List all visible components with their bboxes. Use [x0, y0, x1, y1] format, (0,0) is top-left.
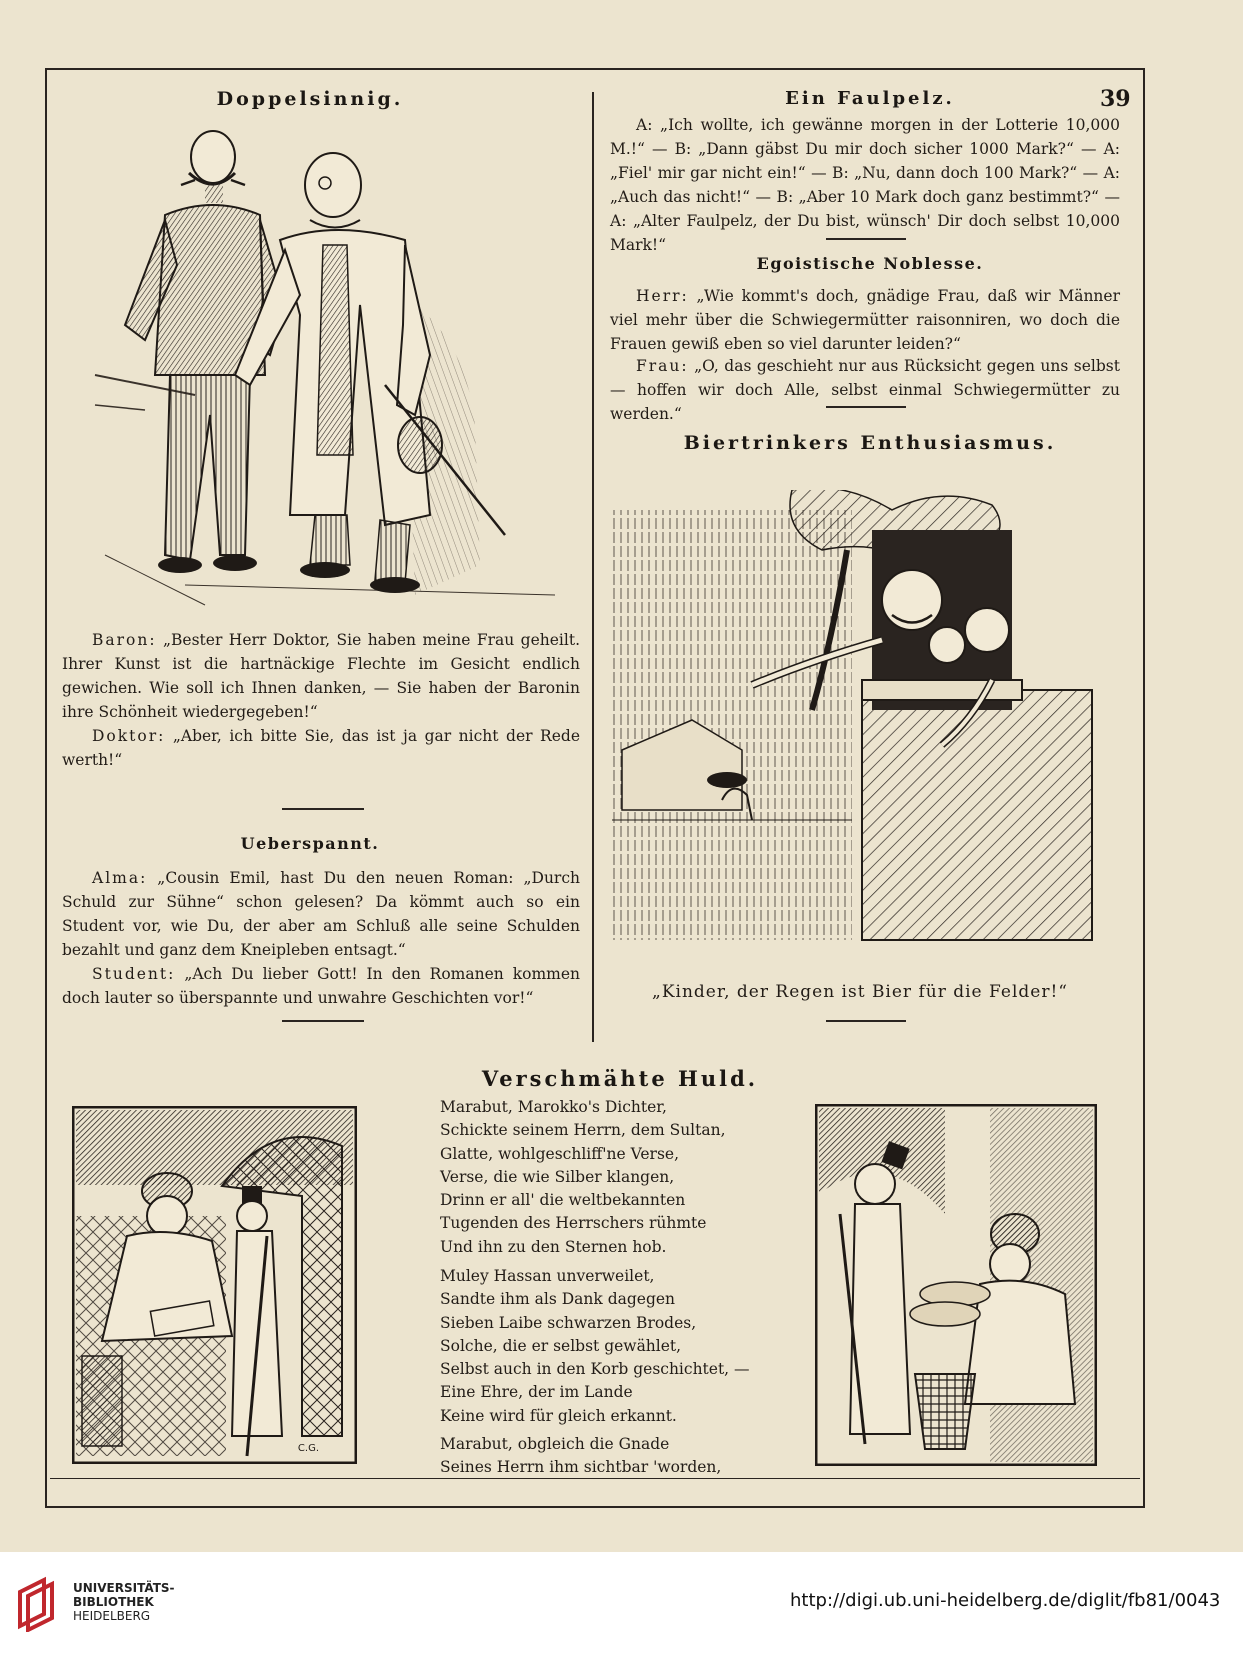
library-logo-icon [14, 1574, 60, 1632]
poem-line: Verse, die wie Silber klangen, [440, 1167, 675, 1186]
poem-line: Muley Hassan unverweilet, [440, 1267, 655, 1285]
baron-doktor-illustration [85, 125, 555, 615]
alma-dialogue [62, 866, 580, 962]
verschmaehte-huld-title: Verschmähte Huld. [481, 1066, 759, 1091]
alma-line: „Cousin Emil, hast Du den neuen Roman: „Durch Schuld zur Sühne“ schon gelesen? Da kömmt auch so ein Student vor, wie Du, der aber am Schluß alle seine Schulden bezahlt und ganz dem Kneipleben entsagt.“ [62, 869, 580, 959]
poem-line: Sandte ihm als Dank dagegen [440, 1290, 676, 1309]
poem-line: Marabut, Marokko's Dichter, [440, 1098, 667, 1116]
poem-line: Und ihn zu den Sternen hob. [440, 1237, 667, 1256]
poem-line: Drinn er all' die weltbekannten [440, 1191, 686, 1210]
biertrinkers-title: Biertrinkers Enthusiasmus. [683, 432, 1057, 454]
library-name-line: UNIVERSITÄTS- [73, 1581, 175, 1595]
student-dialogue [62, 962, 580, 1010]
separator [826, 406, 906, 408]
marabut-sultan-illustration [72, 1106, 357, 1464]
speaker-student: Student: [92, 965, 176, 983]
faulpelz-dialogue: A: „Ich wollte, ich gewänne morgen in der Lotterie 10,000 M.!“ — B: „Dann gäbst Du mir doch sicher 1000 Mark?“ — A: „Fiel' mir gar nicht ein!“ — B: „Nu, dann doch 100 Mark?“ — A: „Auch das nicht!“ — B: „Aber 10 Mark doch ganz bestimmt?“ — A: „Alter Faulpelz, der Du bist, wünsch' Dir doch selbst 10,000 Mark!“ [610, 116, 1120, 254]
speaker-frau: Frau: [636, 357, 689, 375]
separator [282, 808, 364, 810]
library-name-line: HEIDELBERG [73, 1609, 151, 1623]
separator [826, 238, 906, 240]
doktor-line: „Aber, ich bitte Sie, das ist ja gar nicht der Rede werth!“ [62, 727, 580, 769]
marabut-sultan-drawing [72, 1106, 357, 1464]
poem-line: Marabut, obgleich die Gnade [440, 1435, 670, 1453]
poem-line: Seines Herrn ihm sichtbar 'worden, [440, 1458, 722, 1477]
speaker-doktor: Doktor: [92, 727, 166, 745]
doppelsinnig-title: Doppelsinnig. [216, 88, 404, 110]
frau-dialogue [610, 354, 1120, 426]
herr-line: „Wie kommt's doch, gnädige Frau, daß wir Männer viel mehr über die Schwiegermütter raisonniren, wo doch die Frauen gewiß eben so viel darunter leiden?“ [610, 287, 1120, 353]
artist-signature: C.G. [297, 1443, 319, 1454]
rain-window-illustration [612, 490, 1102, 950]
student-line: „Ach Du lieber Gott! In den Romanen kommen doch lauter so überspannte und unwahre Geschichten vor!“ [62, 965, 580, 1007]
separator [826, 1020, 906, 1022]
faulpelz-title: Ein Faulpelz. [785, 88, 955, 109]
source-url-link[interactable]: http://digi.ub.uni-heidelberg.de/diglit/fb81/0043 [790, 1590, 1221, 1611]
poem-line: Solche, die er selbst gewählet, [440, 1336, 682, 1355]
library-name [73, 1581, 175, 1623]
poem-stanza-1 [440, 1096, 726, 1259]
poem-line: Tugenden des Herrschers rühmte [440, 1214, 707, 1233]
faulpelz-text [610, 113, 1120, 257]
speaker-baron: Baron: [92, 631, 157, 649]
poem-line: Glatte, wohlgeschliff'ne Verse, [440, 1144, 679, 1163]
poem-line: Eine Ehre, der im Lande [440, 1383, 633, 1402]
bottom-rule [50, 1478, 1140, 1479]
speaker-herr: Herr: [636, 287, 689, 305]
baron-dialogue [62, 628, 580, 724]
poem-line: Selbst auch in den Korb geschichtet, — [440, 1360, 750, 1379]
biertrinkers-caption: „Kinder, der Regen ist Bier für die Felder!“ [652, 982, 1068, 1002]
column-divider [592, 92, 594, 1042]
frau-line: „O, das geschieht nur aus Rücksicht gegen uns selbst — hoffen wir doch Alle, selbst einmal Schwiegermütter zu werden.“ [610, 357, 1120, 423]
poem-line: Sieben Laibe schwarzen Brodes, [440, 1313, 697, 1332]
poem-line: Schickte seinem Herrn, dem Sultan, [440, 1121, 726, 1140]
poem-line: Keine wird für gleich erkannt. [440, 1406, 677, 1425]
herr-dialogue [610, 284, 1120, 356]
poem-stanza-3 [440, 1433, 721, 1480]
doktor-dialogue [62, 724, 580, 772]
noblesse-title: Egoistische Noblesse. [756, 254, 984, 273]
poem-stanza-2 [440, 1265, 750, 1428]
separator [282, 1020, 364, 1022]
library-name-line: BIBLIOTHEK [73, 1595, 154, 1609]
speaker-alma: Alma: [92, 869, 148, 887]
baron-line: „Bester Herr Doktor, Sie haben meine Frau geheilt. Ihrer Kunst ist die hartnäckige Flechte im Gesicht endlich gewichen. Wie soll ich Ihnen danken, — Sie haben der Baronin ihre Schönheit wiedergegeben!“ [62, 631, 580, 721]
ueberspannt-title: Ueberspannt. [240, 834, 380, 853]
page-number: 39 [1100, 86, 1131, 112]
sultan-bread-illustration [815, 1104, 1097, 1466]
